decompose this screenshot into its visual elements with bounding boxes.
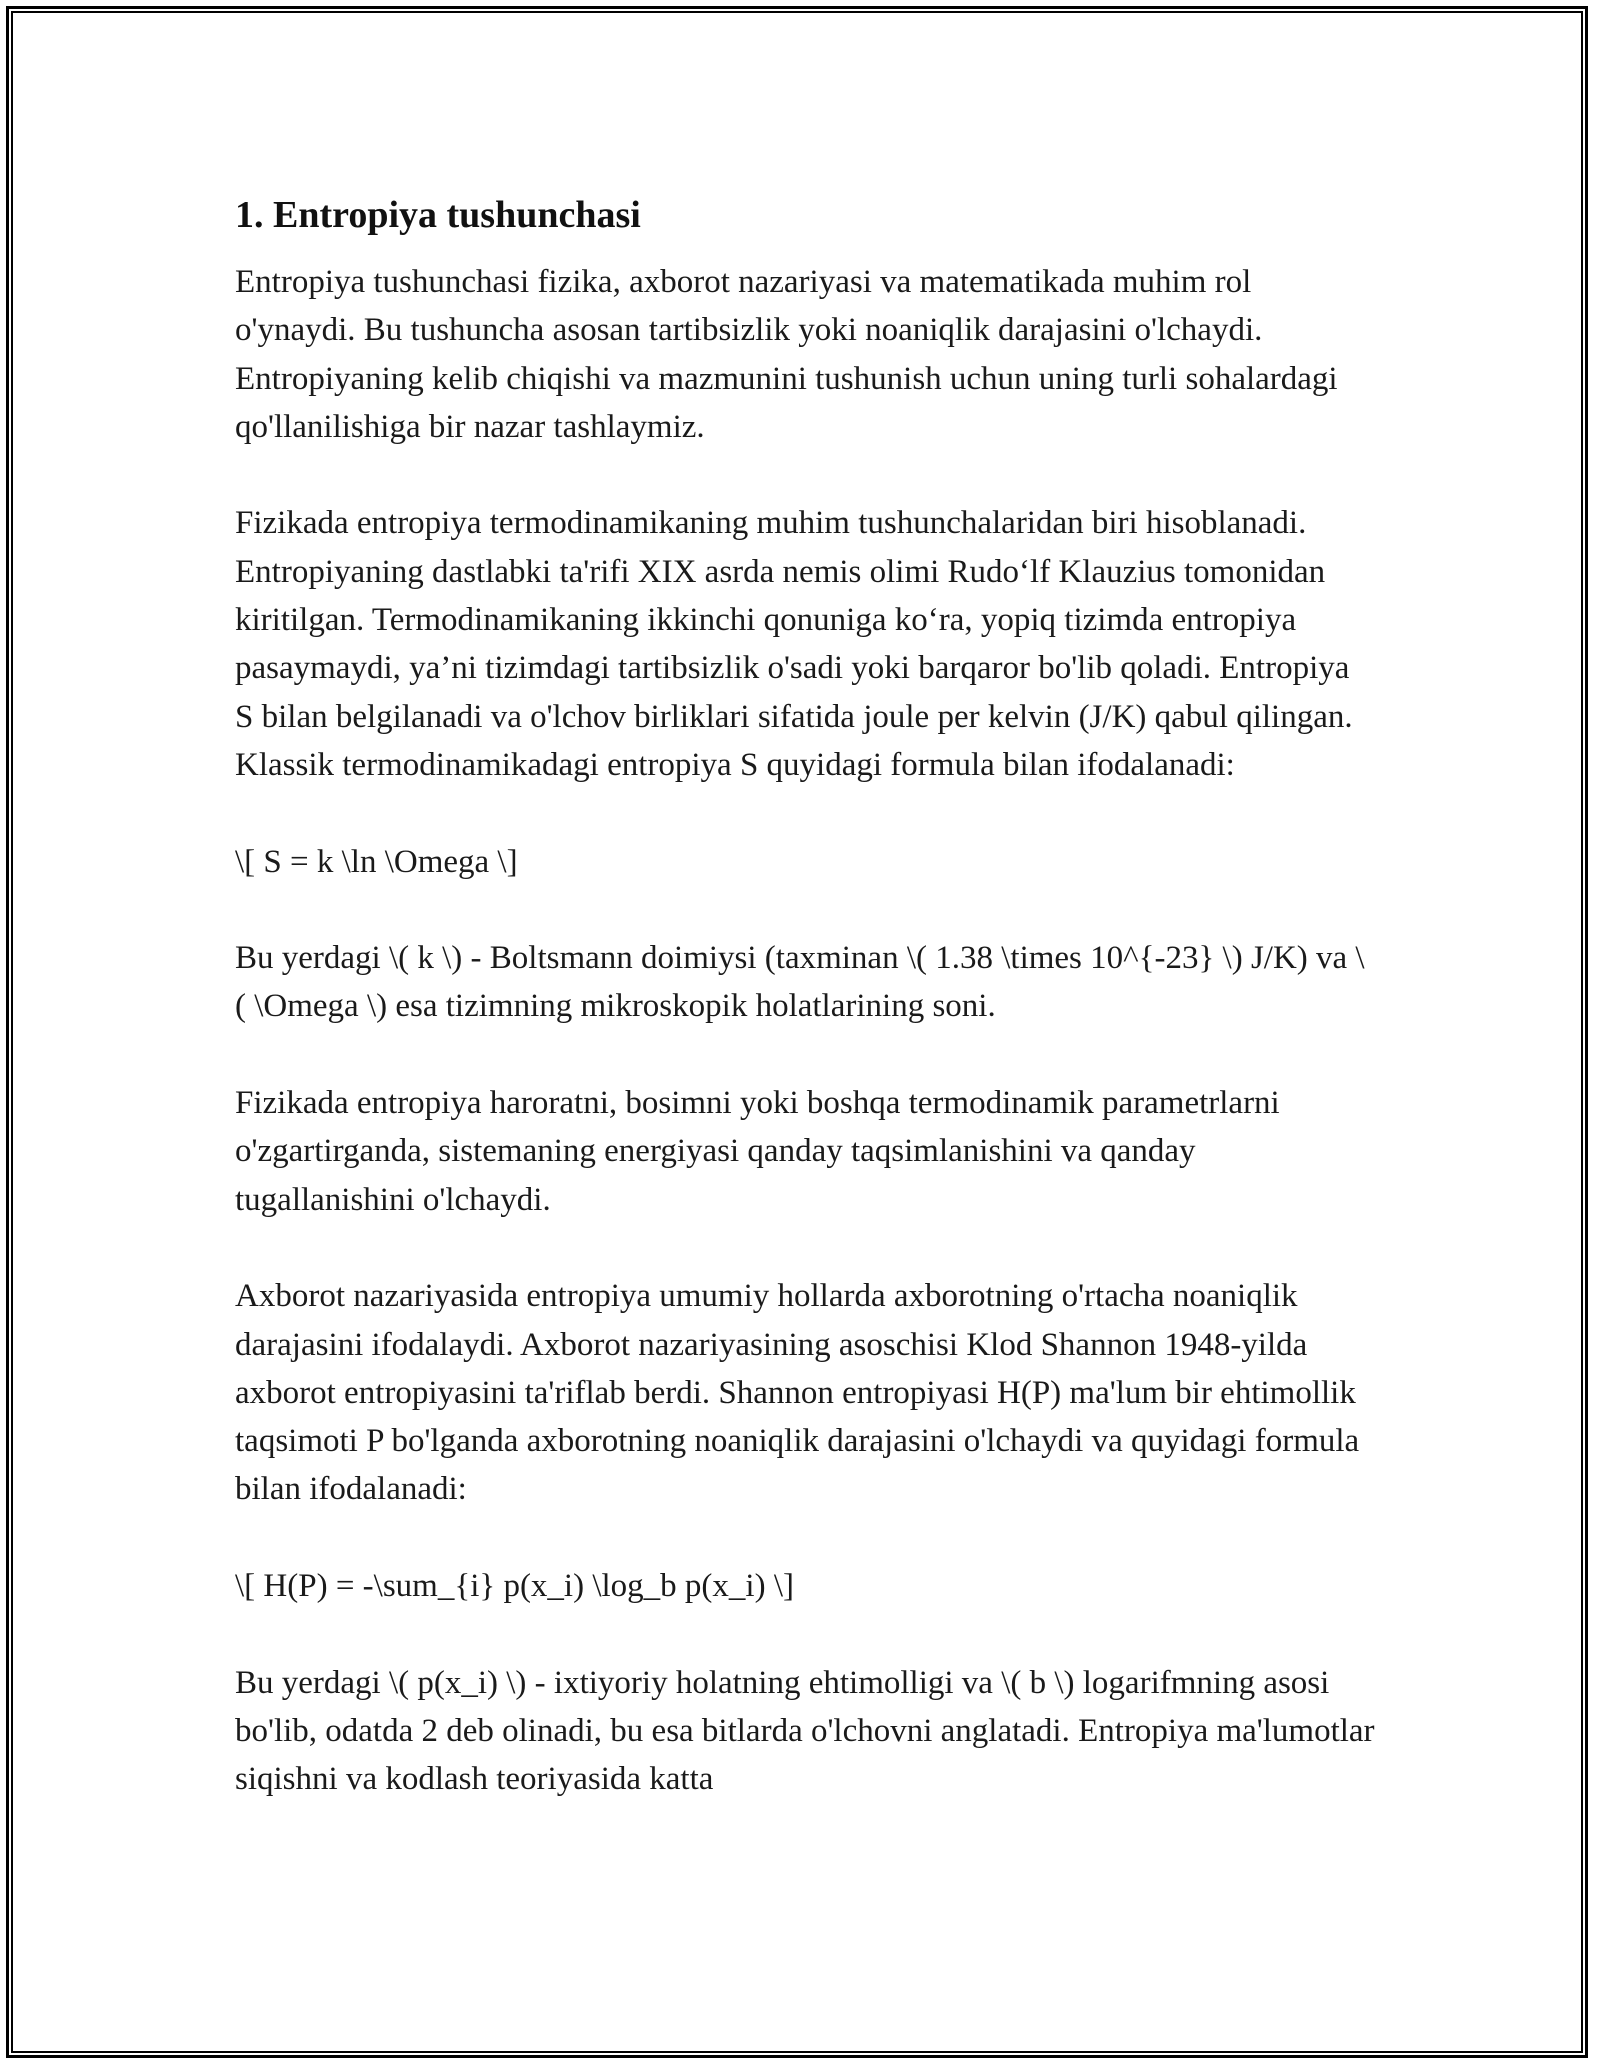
document-body [235,188,1375,1852]
paragraph-information-theory: Axborot nazariyasida entropiya umumiy hollarda axborotning o'rtacha noaniqlik darajasini ifodalaydi. Axborot nazariyasining asoschisi Klod Shannon 1948-yilda axborot entropiyasini ta'riflab berdi. Shannon entropiyasi H(P) ma'lum bir ehtimollik taqsimoti P bo'lganda axborotning noaniqlik darajasini o'lchaydi va quyidagi formula bilan ifodalanadi: [235,1278,1360,1508]
paragraph-shannon-explanation: Bu yerdagi \( p(x_i) \) - ixtiyoriy holatning ehtimolligi va \( b \) logarifmning asosi bo'lib, odatda 2 deb olinadi, bu esa bitlarda o'lchovni anglatadi. Entropiya ma'lumotlar siqishni va kodlash teoriyasida katta [235,1664,1375,1798]
paragraph-boltzmann-explanation: Bu yerdagi \( k \) - Boltsmann doimiysi (taxminan \( 1.38 \times 10^{-23} \) J/K) va \( \Omega \) esa tizimning mikroskopik holatlarining soni. [235,940,1365,1025]
paragraph-thermodynamics: Fizikada entropiya termodinamikaning muhim tushunchalaridan biri hisoblanadi. Entropiyaning dastlabki ta'rifi XIX asrda nemis olimi Rudo‘lf Klauzius tomonidan kiritilgan. Termodinamikaning ikkinchi qonuniga ko‘ra, yopiq tizimda entropiya pasaymaydi, ya’ni tizimdagi tartibsizlik o'sadi yoki barqaror bo'lib qoladi. Entropiya S bilan belgilanadi va o'lchov birliklari sifatida joule per kelvin (J/K) qabul qilingan. Klassik termodinamikadagi entropiya S quyidagi formula bilan ifodalanadi: [235,505,1353,783]
paragraph-intro: Entropiya tushunchasi fizika, axborot nazariyasi va matematikada muhim rol o'ynaydi. Bu tushuncha asosan tartibsizlik yoki noaniqlik darajasini o'lchaydi. Entropiyaning kelib chiqishi va mazmunini tushunish uchun uning turli sohalardagi qo'llanilishiga bir nazar tashlaymiz. [235,264,1338,445]
paragraph-physics-entropy: Fizikada entropiya haroratni, bosimni yoki boshqa termodinamik parametrlarni o'zgartirganda, sistemaning energiyasi qanday taqsimlanishini va qanday tugallanishini o'lchaydi. [235,1085,1280,1218]
section-heading: 1. Entropiya tushunchasi [235,194,641,236]
formula-boltzmann-entropy: \[ S = k \ln \Omega \] [235,843,518,880]
formula-shannon-entropy: \[ H(P) = -\sum_{i} p(x_i) \log_b p(x_i) \] [235,1568,794,1605]
